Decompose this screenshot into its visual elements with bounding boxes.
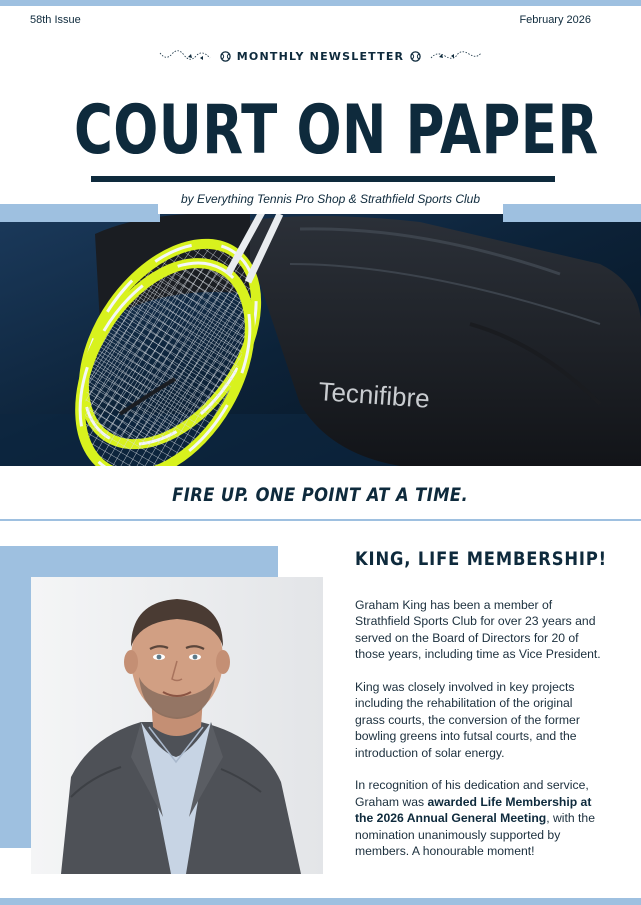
tagline bbox=[0, 484, 641, 506]
left-flourish-icon bbox=[158, 49, 214, 63]
top-accent-bar bbox=[0, 0, 641, 6]
portrait-illustration bbox=[31, 577, 323, 874]
rackets-and-bag-illustration bbox=[0, 204, 641, 466]
tagline-text: FIRE UP. ONE POINT AT A TIME. bbox=[172, 484, 469, 506]
tagline-divider bbox=[0, 519, 641, 521]
article-paragraph-1: Graham King has been a member of Strathfield Sports Club for over 23 years and served on the Board of Directors for 20 of those years, including time as Vice President. bbox=[355, 598, 601, 662]
masthead-underline bbox=[91, 176, 555, 182]
article-emphasis: awarded Life Membership at the 2026 Annual General Meeting bbox=[355, 794, 592, 826]
hero-image bbox=[0, 204, 641, 466]
byline-box bbox=[158, 184, 503, 214]
article-paragraph-3 bbox=[355, 777, 605, 859]
article-title: KING, LIFE MEMBERSHIP! bbox=[355, 548, 607, 570]
tennis-ball-icon bbox=[410, 51, 421, 62]
hero-right-accent bbox=[503, 204, 641, 222]
masthead-title: COURT ON PAPER bbox=[73, 91, 599, 170]
kicker-text: MONTHLY NEWSLETTER bbox=[236, 49, 405, 63]
portrait-photo bbox=[31, 577, 323, 874]
article-body bbox=[355, 597, 605, 876]
hero-left-accent bbox=[0, 204, 160, 222]
article-paragraph-3-start: In recognition of his dedication and service, Graham was bbox=[355, 778, 589, 809]
byline: by Everything Tennis Pro Shop & Strathfield Sports Club bbox=[180, 192, 481, 206]
masthead bbox=[0, 92, 641, 170]
article-paragraph-3-end: , with the nomination unanimously supported by members. A honourable moment! bbox=[355, 811, 595, 859]
issue-number: 58th Issue bbox=[30, 14, 81, 26]
bag-brand-text: Tecnifibre bbox=[317, 376, 431, 414]
article-paragraph-2: King was closely involved in key projects including the rehabilitation of the original grass courts, the conversion of the former bowling greens into futsal courts, and the introduction of solar energy. bbox=[355, 680, 580, 760]
right-flourish-icon bbox=[427, 49, 483, 63]
newsletter-kicker bbox=[0, 46, 641, 66]
issue-date: February 2026 bbox=[519, 14, 591, 26]
tennis-ball-icon bbox=[220, 51, 231, 62]
bottom-accent-bar bbox=[0, 898, 641, 905]
